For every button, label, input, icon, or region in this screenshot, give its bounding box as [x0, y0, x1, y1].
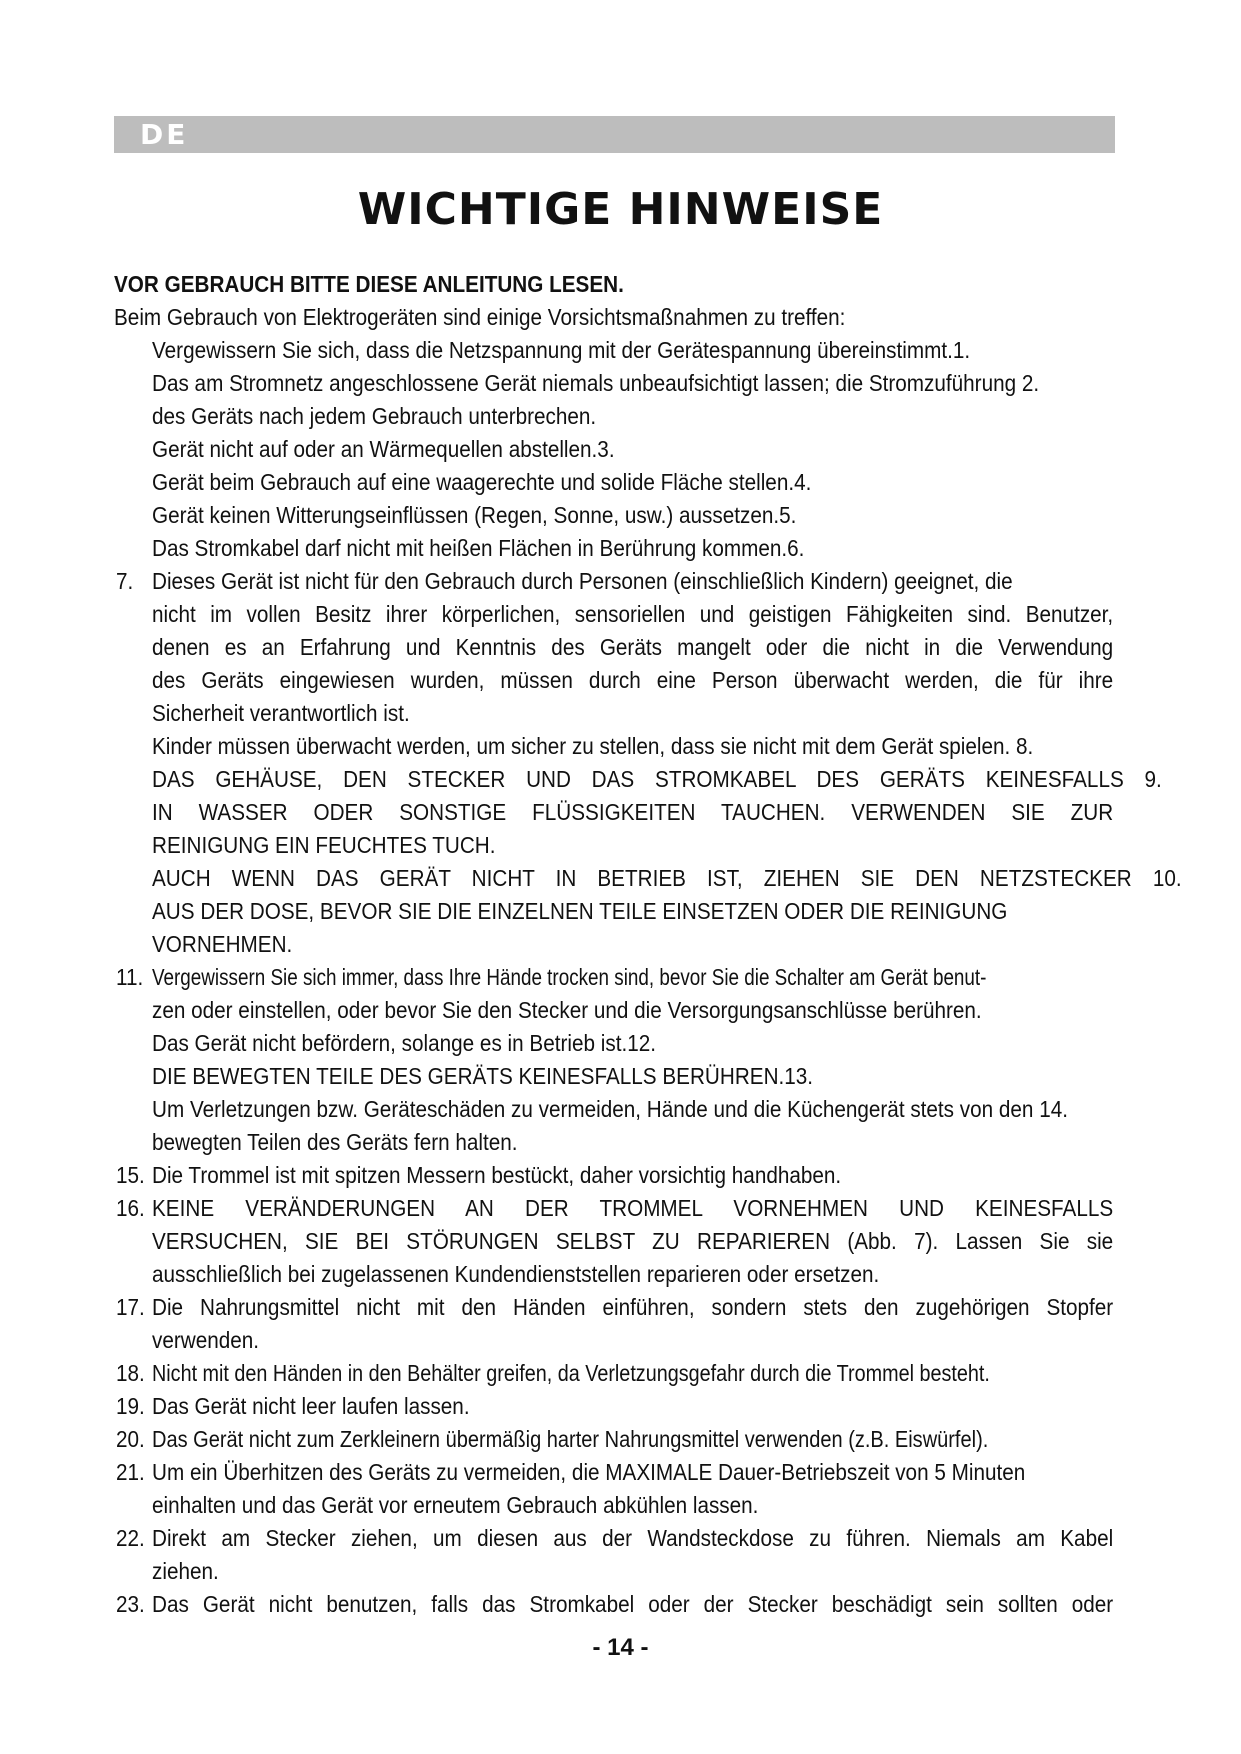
- list-item-continuation: Sicherheit verantwortlich ist.: [152, 700, 410, 726]
- list-item: Um ein Überhitzen des Geräts zu vermeiden, die MAXIMALE Dauer-Betriebszeit von 5 Minuten: [152, 1459, 1026, 1485]
- list-item: Gerät beim Gebrauch auf eine waagerechte und solide Fläche stellen.4.: [152, 469, 812, 495]
- list-item-number: 11.: [116, 964, 144, 990]
- list-item-continuation: des Geräts eingewiesen wurden, müssen durch eine Person überwacht werden, die für ihre: [152, 667, 1114, 693]
- list-item: DIE BEWEGTEN TEILE DES GERÄTS KEINESFALLS BERÜHREN.13.: [152, 1063, 814, 1089]
- list-item-number: 16.: [116, 1195, 145, 1221]
- list-item: Das Gerät nicht leer laufen lassen.: [152, 1393, 470, 1419]
- list-item-number: 7.: [116, 568, 134, 594]
- list-item: Das Gerät nicht benutzen, falls das Stromkabel oder der Stecker beschädigt sein sollten oder: [152, 1591, 1114, 1617]
- list-item: AUCH WENN DAS GERÄT NICHT IN BETRIEB IST, ZIEHEN SIE DEN NETZSTECKER 10.: [152, 865, 1182, 891]
- list-item: Gerät nicht auf oder an Wärmequellen abstellen.3.: [152, 436, 615, 462]
- list-item-number: 21.: [116, 1459, 145, 1485]
- list-item-continuation: AUS DER DOSE, BEVOR SIE DIE EINZELNEN TEILE EINSETZEN ODER DIE REINIGUNG: [152, 898, 1008, 924]
- list-item-continuation: denen es an Erfahrung und Kenntnis des Geräts mangelt oder die nicht in die Verwendung: [152, 634, 1114, 660]
- list-item: Das Gerät nicht zum Zerkleinern übermäßig harter Nahrungsmittel verwenden (z.B. Eiswürfel).: [152, 1426, 989, 1452]
- list-item: Um Verletzungen bzw. Geräteschäden zu vermeiden, Hände und die Küchengerät stets von den 14.: [152, 1096, 1068, 1122]
- list-item-continuation: verwenden.: [152, 1327, 260, 1353]
- list-item: Gerät keinen Witterungseinflüssen (Regen, Sonne, usw.) aussetzen.5.: [152, 502, 797, 528]
- list-item: Dieses Gerät ist nicht für den Gebrauch durch Personen (einschließlich Kindern) geeignet, die: [152, 568, 1013, 594]
- list-item: KEINE VERÄNDERUNGEN AN DER TROMMEL VORNEHMEN UND KEINESFALLS: [152, 1195, 1114, 1221]
- list-item: Direkt am Stecker ziehen, um diesen aus der Wandsteckdose zu führen. Niemals am Kabel: [152, 1525, 1114, 1551]
- list-item: DAS GEHÄUSE, DEN STECKER UND DAS STROMKABEL DES GERÄTS KEINESFALLS 9.: [152, 766, 1162, 792]
- list-item: Vergewissern Sie sich immer, dass Ihre Hände trocken sind, bevor Sie die Schalter am Gerät benut-: [152, 964, 987, 990]
- list-item: Das Stromkabel darf nicht mit heißen Flächen in Berührung kommen.6.: [152, 535, 805, 561]
- list-item-continuation: bewegten Teilen des Geräts fern halten.: [152, 1129, 518, 1155]
- list-item-continuation: REINIGUNG EIN FEUCHTES TUCH.: [152, 832, 496, 858]
- subtitle: VOR GEBRAUCH BITTE DIESE ANLEITUNG LESEN.: [114, 271, 624, 297]
- list-item-continuation: IN WASSER ODER SONSTIGE FLÜSSIGKEITEN TAUCHEN. VERWENDEN SIE ZUR: [152, 799, 1114, 825]
- intro-text: Beim Gebrauch von Elektrogeräten sind einige Vorsichtsmaßnahmen zu treffen:: [114, 304, 846, 330]
- language-code: DE: [140, 118, 189, 151]
- list-item-continuation: VERSUCHEN, SIE BEI STÖRUNGEN SELBST ZU REPARIEREN (Abb. 7). Lassen Sie sie: [152, 1228, 1114, 1254]
- list-item-number: 23.: [116, 1591, 145, 1617]
- list-item: Die Trommel ist mit spitzen Messern bestückt, daher vorsichtig handhaben.: [152, 1162, 842, 1188]
- list-item-number: 19.: [116, 1393, 145, 1419]
- list-item-continuation: ausschließlich bei zugelassenen Kundendienststellen reparieren oder ersetzen.: [152, 1261, 880, 1287]
- list-item-number: 15.: [116, 1162, 145, 1188]
- language-header-bar: [114, 116, 1115, 153]
- list-item-number: 20.: [116, 1426, 145, 1452]
- page-number: - 14 -: [592, 1634, 649, 1661]
- list-item: Das Gerät nicht befördern, solange es in Betrieb ist.12.: [152, 1030, 656, 1056]
- list-item: Die Nahrungsmittel nicht mit den Händen einführen, sondern stets den zugehörigen Stopfer: [152, 1294, 1114, 1320]
- list-item-continuation: nicht im vollen Besitz ihrer körperlichen, sensoriellen und geistigen Fähigkeiten sind. Benutzer,: [152, 601, 1114, 627]
- list-item-number: 22.: [116, 1525, 145, 1551]
- list-item-continuation: ziehen.: [152, 1558, 219, 1584]
- list-item-continuation: des Geräts nach jedem Gebrauch unterbrechen.: [152, 403, 597, 429]
- list-item: Vergewissern Sie sich, dass die Netzspannung mit der Gerätespannung übereinstimmt.1.: [152, 337, 971, 363]
- list-item-continuation: zen oder einstellen, oder bevor Sie den Stecker und die Versorgungsanschlüsse berühren.: [152, 997, 982, 1023]
- list-item: Das am Stromnetz angeschlossene Gerät niemals unbeaufsichtigt lassen; die Stromzuführung 2.: [152, 370, 1040, 396]
- list-item: Nicht mit den Händen in den Behälter greifen, da Verletzungsgefahr durch die Trommel besteht.: [152, 1360, 990, 1386]
- list-item-number: 17.: [116, 1294, 145, 1320]
- list-item-continuation: VORNEHMEN.: [152, 931, 293, 957]
- list-item-continuation: einhalten und das Gerät vor erneutem Gebrauch abkühlen lassen.: [152, 1492, 759, 1518]
- list-item: Kinder müssen überwacht werden, um sicher zu stellen, dass sie nicht mit dem Gerät spielen. 8.: [152, 733, 1034, 759]
- list-item-number: 18.: [116, 1360, 145, 1386]
- page-title: WICHTIGE HINWEISE: [357, 184, 884, 235]
